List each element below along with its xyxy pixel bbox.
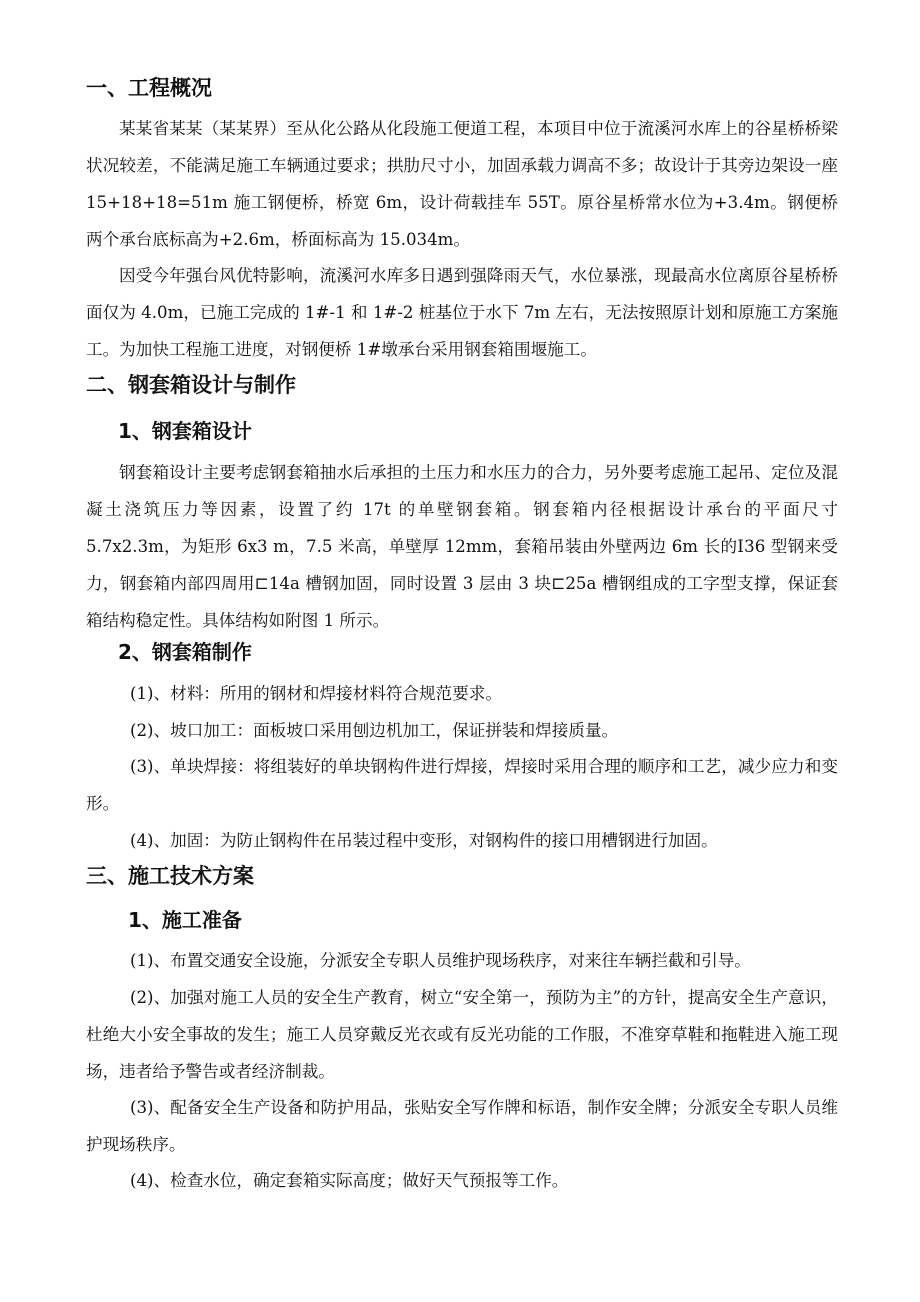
- fabrication-item-4: (4)、加固：为防止钢构件在吊装过程中变形，对钢构件的接口用槽钢进行加固。: [130, 831, 718, 850]
- overview-paragraph-2: 因受今年强台风优特影响，流溪河水库多日遇到强降雨天气，水位暴涨，现最高水位离原谷星桥桥面仅为 4.0m，已施工完成的 1#-1 和 1#-2 桩基位于水下 7m 左右，无法按照原计划和原施工方案施工。为加快工程施工进度，对钢便桥 1#墩承台采用钢套箱围堰施工。: [86, 266, 838, 359]
- fabrication-item-2: (2)、坡口加工：面板坡口采用刨边机加工，保证拼装和焊接质量。: [130, 721, 619, 740]
- design-paragraph: 钢套箱设计主要考虑钢套箱抽水后承担的土压力和水压力的合力，另外要考虑施工起吊、定位及混凝土浇筑压力等因素，设置了约 17t 的单壁钢套箱。钢套箱内径根据设计承台的平面尺寸 5.7x2.3m，为矩形 6x3 m，7.5 米高，单壁厚 12mm，套箱吊装由外壁两边 6m 长的Ⅰ36 型钢来受力，钢套箱内部四周用⊏14a 槽钢加固，同时设置 3 层由 3 块⊏25a 槽钢组成的工字型支撑，保证套箱结构稳定性。具体结构如附图 1 所示。: [86, 463, 838, 630]
- subsection-heading-preparation: 1、施工准备: [128, 908, 242, 932]
- fabrication-item-1: (1)、材料：所用的钢材和焊接材料符合规范要求。: [130, 684, 502, 703]
- section-heading-overview: 一、工程概况: [86, 76, 212, 100]
- preparation-item-4: (4)、检查水位，确定套箱实际高度；做好天气预报等工作。: [130, 1171, 569, 1190]
- preparation-item-2: (2)、加强对施工人员的安全生产教育，树立“安全第一，预防为主”的方针，提高安全生产意识，杜绝大小安全事故的发生；施工人员穿戴反光衣或有反光功能的工作服，不准穿草鞋和拖鞋进入施工现场，违者给予警告或者经济制裁。: [86, 988, 838, 1081]
- preparation-item-1: (1)、布置交通安全设施，分派安全专职人员维护现场秩序，对来往车辆拦截和引导。: [130, 951, 751, 970]
- fabrication-item-3: (3)、单块焊接：将组装好的单块钢构件进行焊接，焊接时采用合理的顺序和工艺，减少应力和变形。: [86, 757, 838, 813]
- section-heading-design: 二、钢套箱设计与制作: [86, 373, 296, 397]
- subsection-heading-fabrication: 2、钢套箱制作: [118, 640, 252, 664]
- subsection-heading-design: 1、钢套箱设计: [118, 419, 252, 443]
- preparation-item-3: (3)、配备安全生产设备和防护用品，张贴安全写作牌和标语，制作安全牌；分派安全专职人员维护现场秩序。: [86, 1098, 838, 1154]
- overview-paragraph-1: 某某省某某（某某界）至从化公路从化段施工便道工程，本项目中位于流溪河水库上的谷星桥桥梁状况较差，不能满足施工车辆通过要求；拱肋尺寸小，加固承载力调高不多；故设计于其旁边架设一座 15+18+18=51m 施工钢便桥，桥宽 6m，设计荷载挂车 55T。原谷星桥常水位为+3.4m。钢便桥两个承台底标高为+2.6m，桥面标高为 15.034m。: [86, 119, 838, 249]
- section-heading-construction: 三、施工技术方案: [86, 864, 254, 888]
